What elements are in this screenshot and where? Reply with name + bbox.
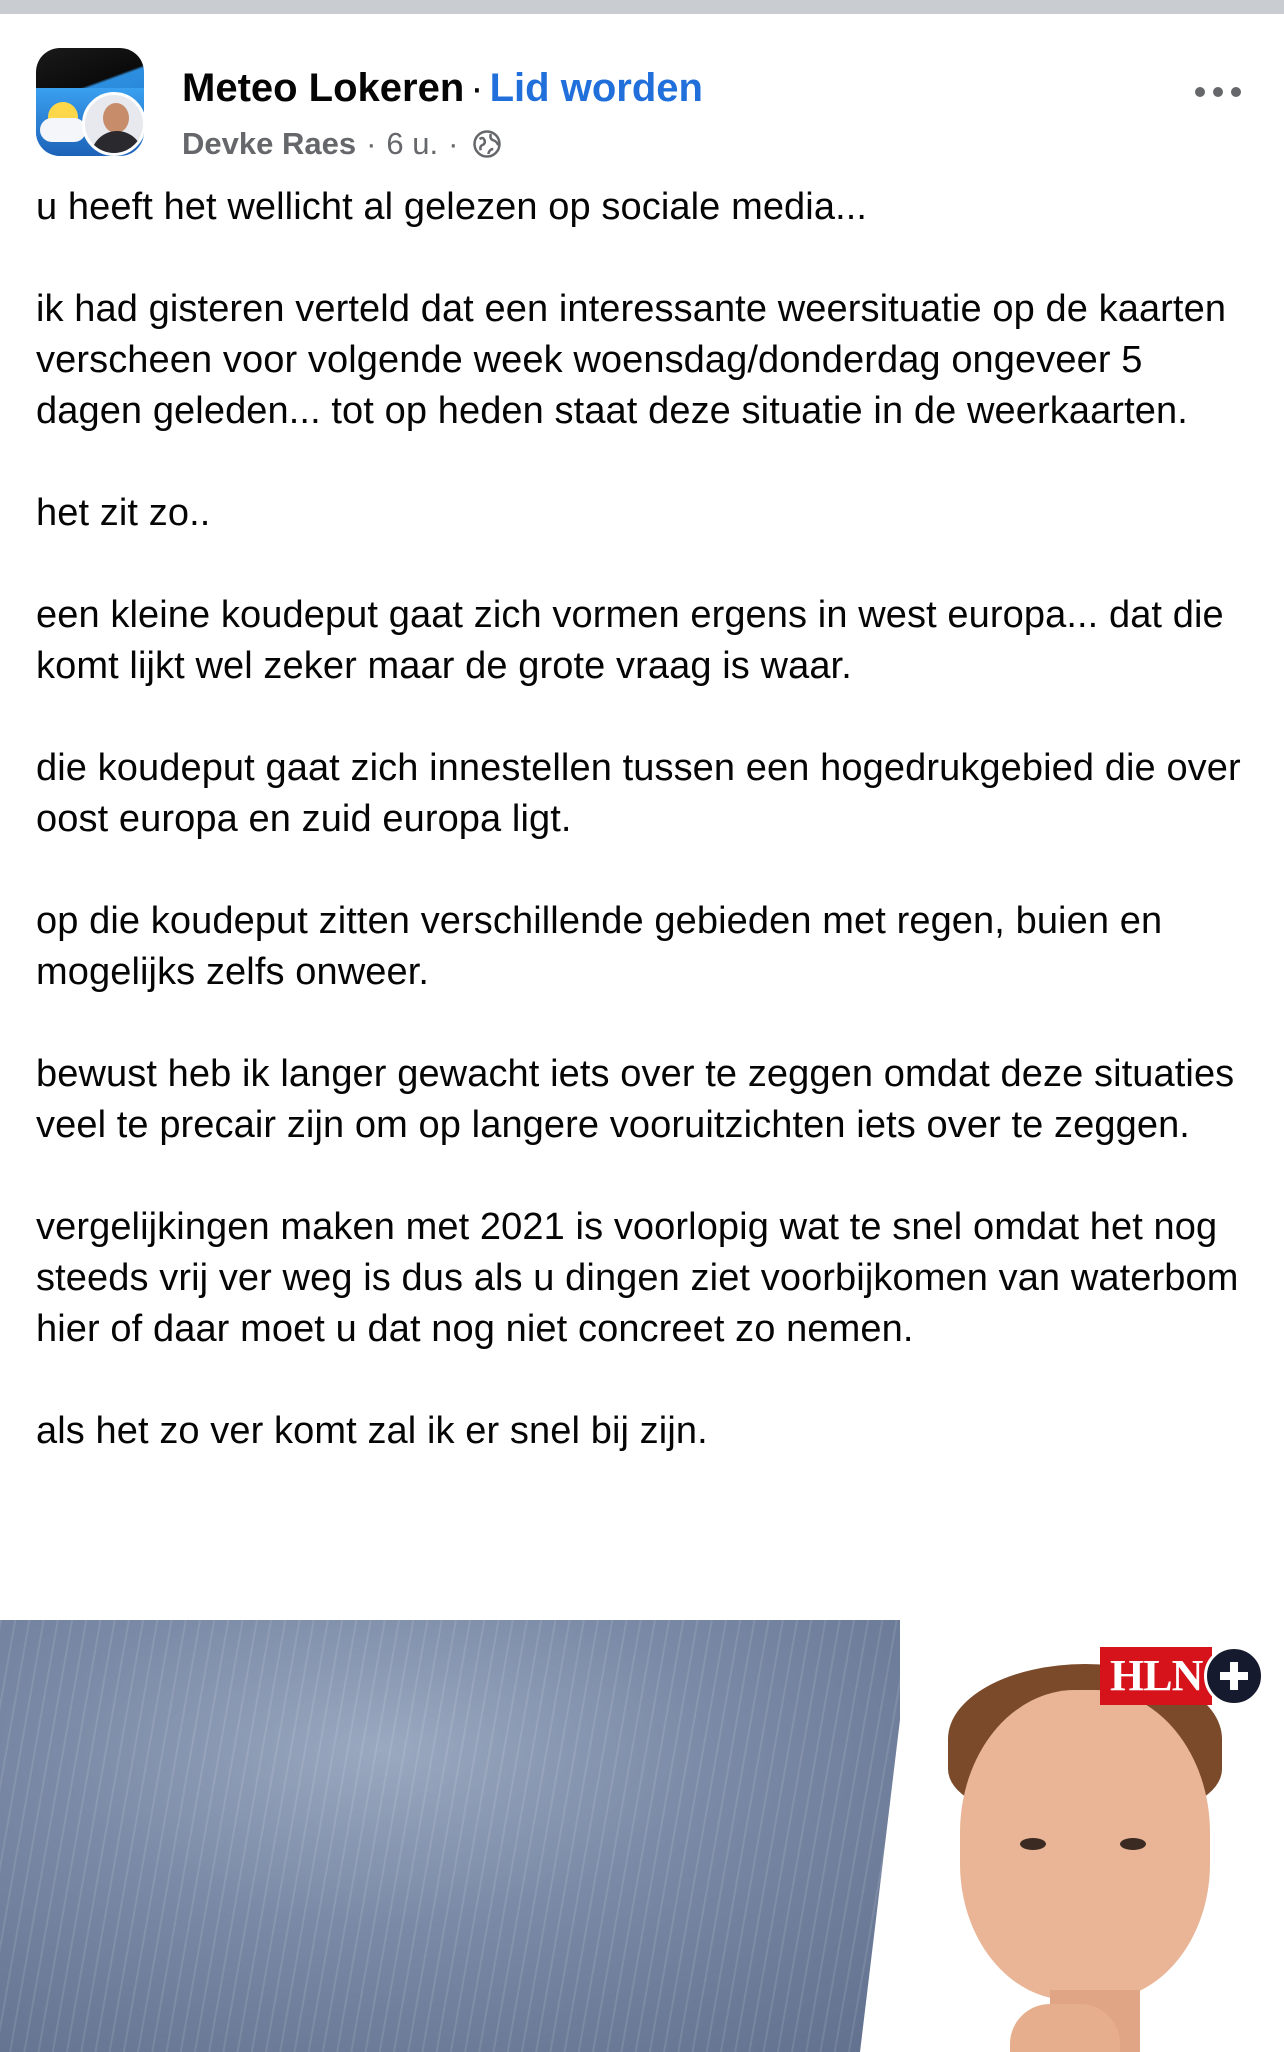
post-link-image[interactable] — [0, 1620, 1284, 2052]
cloud-icon — [40, 118, 86, 142]
post-body — [36, 182, 1256, 1457]
portrait-hand — [1010, 2004, 1120, 2052]
post-header — [36, 48, 1248, 168]
plus-icon-glyph — [1217, 1659, 1251, 1693]
post-meta — [182, 126, 502, 162]
plus-icon — [1204, 1646, 1264, 1706]
portrait-eye-left — [1020, 1838, 1046, 1850]
portrait-eye-right — [1120, 1838, 1146, 1850]
portrait-head — [960, 1690, 1210, 2000]
avatar-face — [103, 103, 129, 133]
globe-icon[interactable] — [472, 129, 502, 159]
title-separator: · — [470, 66, 484, 110]
more-dot — [1231, 87, 1241, 97]
post-paragraph: het zit zo.. — [36, 492, 211, 534]
top-divider — [0, 0, 1284, 14]
page-name-link[interactable]: Meteo Lokeren — [182, 66, 465, 110]
post-paragraph: vergelijkingen maken met 2021 is voorlopig wat te snel omdat het nog steeds vrij ver weg is dus als u dingen ziet voorbijkomen van waterbom hier of daar moet u dat nog niet concreet zo nemen. — [36, 1206, 1239, 1350]
person-avatar — [82, 92, 144, 156]
author-name-link[interactable]: Devke Raes — [182, 126, 357, 161]
post-timestamp[interactable]: 6 u. — [386, 126, 439, 161]
meta-separator-2: · — [448, 126, 459, 161]
meta-separator: · — [366, 126, 377, 161]
join-group-button[interactable]: Lid worden — [489, 66, 703, 110]
facebook-post — [0, 14, 1284, 2038]
avatar-body — [91, 131, 143, 156]
hln-logo-text: HLN — [1100, 1647, 1212, 1705]
more-options-icon[interactable] — [1188, 72, 1248, 112]
more-dot — [1195, 87, 1205, 97]
rain-image — [0, 1620, 960, 2052]
post-title-line — [182, 66, 703, 111]
post-paragraph: als het zo ver komt zal ik er snel bij zijn. — [36, 1410, 708, 1452]
post-paragraph: een kleine koudeput gaat zich vormen ergens in west europa... dat die komt lijkt wel zeker maar de grote vraag is waar. — [36, 594, 1224, 687]
post-paragraph: bewust heb ik langer gewacht iets over te zeggen omdat deze situaties veel te precair zijn om op langere vooruitzichten iets over te zeggen. — [36, 1053, 1235, 1146]
more-dot — [1213, 87, 1223, 97]
post-paragraph: ik had gisteren verteld dat een interessante weersituatie op de kaarten verscheen voor volgende week woensdag/donderdag ongeveer 5 dagen geleden... tot op heden staat deze situatie in de weerkaarten. — [36, 288, 1227, 432]
post-paragraph: op die koudeput zitten verschillende gebieden met regen, buien en mogelijks zelfs onweer. — [36, 900, 1163, 993]
post-paragraph: die koudeput gaat zich innestellen tussen een hogedrukgebied die over oost europa en zuid europa ligt. — [36, 747, 1241, 840]
page-avatar[interactable] — [36, 48, 144, 156]
post-paragraph: u heeft het wellicht al gelezen op sociale media... — [36, 186, 868, 228]
hln-plus-badge — [1100, 1644, 1264, 1708]
